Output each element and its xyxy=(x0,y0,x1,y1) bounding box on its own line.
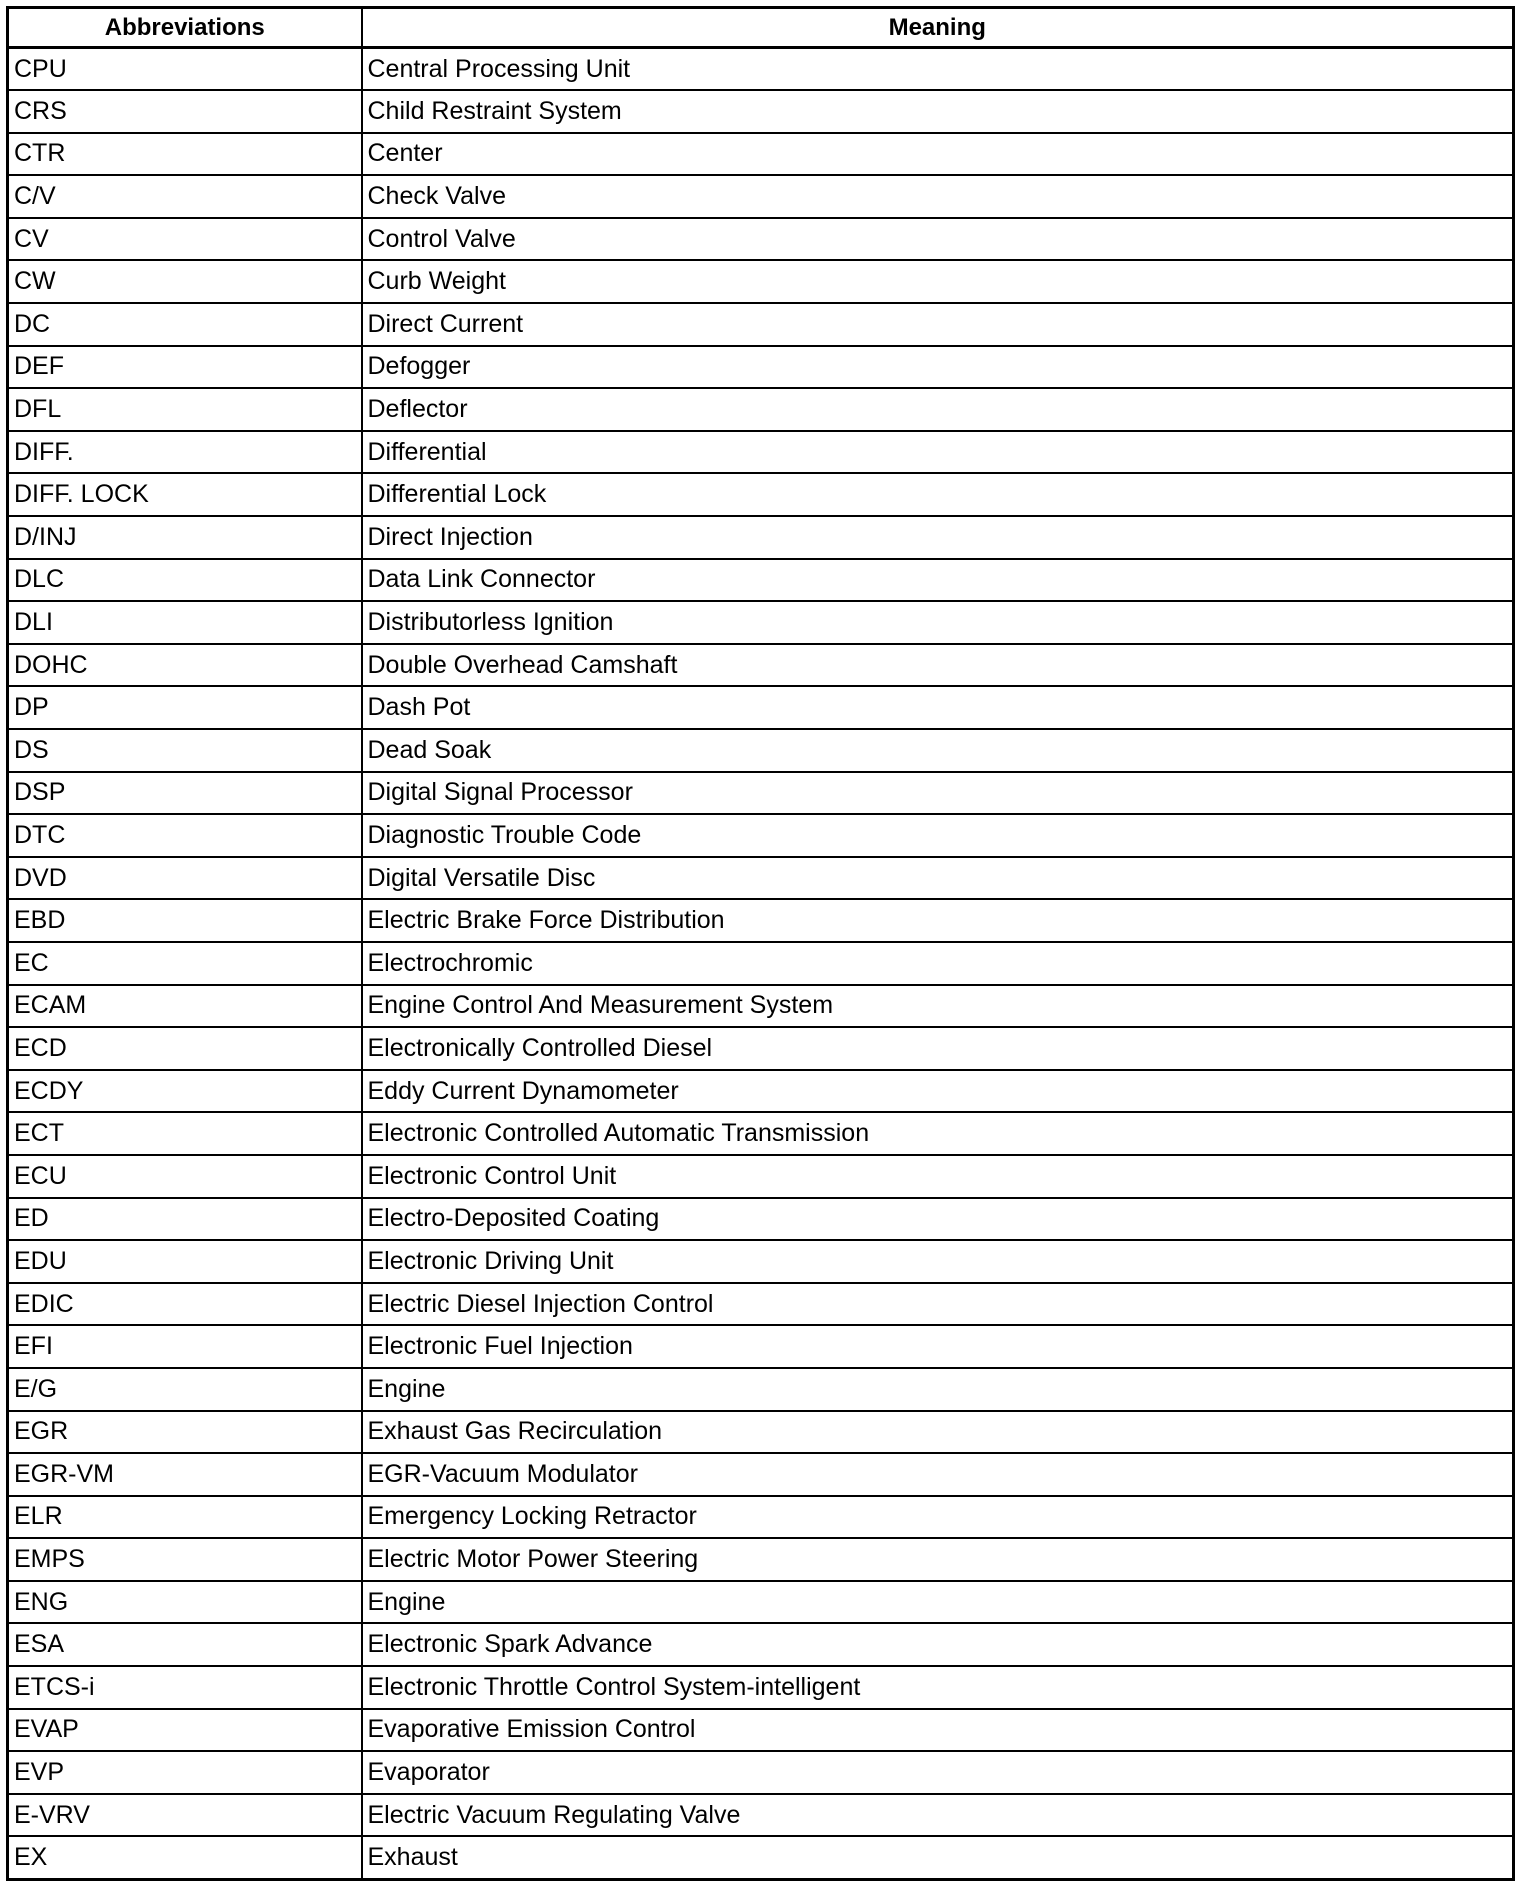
abbreviation-cell: ENG xyxy=(8,1581,362,1624)
table-row xyxy=(8,1368,1514,1411)
abbreviation-cell: CPU xyxy=(8,48,362,91)
abbreviation-cell: ECT xyxy=(8,1112,362,1155)
table-row xyxy=(8,1581,1514,1624)
abbreviation-cell: CTR xyxy=(8,133,362,176)
abbreviation-cell: ECD xyxy=(8,1027,362,1070)
table-row xyxy=(8,175,1514,218)
meaning-cell: Emergency Locking Retractor xyxy=(362,1496,1514,1539)
meaning-cell: Electric Diesel Injection Control xyxy=(362,1283,1514,1326)
table-row xyxy=(8,48,1514,91)
meaning-cell: Child Restraint System xyxy=(362,90,1514,133)
abbreviation-cell: ELR xyxy=(8,1496,362,1539)
column-header-abbreviations: Abbreviations xyxy=(8,8,362,48)
abbreviation-cell: C/V xyxy=(8,175,362,218)
meaning-cell: Center xyxy=(362,133,1514,176)
meaning-cell: Digital Versatile Disc xyxy=(362,857,1514,900)
table-row xyxy=(8,516,1514,559)
meaning-cell: Direct Current xyxy=(362,303,1514,346)
table-row xyxy=(8,90,1514,133)
meaning-cell: Electro-Deposited Coating xyxy=(362,1198,1514,1241)
abbreviation-cell: DOHC xyxy=(8,644,362,687)
meaning-cell: Exhaust xyxy=(362,1836,1514,1879)
table-row xyxy=(8,1709,1514,1752)
abbreviation-cell: CW xyxy=(8,260,362,303)
meaning-cell: Evaporative Emission Control xyxy=(362,1709,1514,1752)
table-row xyxy=(8,729,1514,772)
table-body xyxy=(8,48,1514,1880)
abbreviation-cell: DLC xyxy=(8,559,362,602)
table-row xyxy=(8,303,1514,346)
abbreviation-cell: ECDY xyxy=(8,1070,362,1113)
table-row xyxy=(8,218,1514,261)
table-row xyxy=(8,260,1514,303)
table-row xyxy=(8,1751,1514,1794)
meaning-cell: Digital Signal Processor xyxy=(362,772,1514,815)
abbreviation-cell: EGR-VM xyxy=(8,1453,362,1496)
abbreviation-cell: EGR xyxy=(8,1411,362,1454)
abbreviation-cell: DEF xyxy=(8,346,362,389)
meaning-cell: Engine xyxy=(362,1581,1514,1624)
abbreviation-cell: DC xyxy=(8,303,362,346)
abbreviations-table-container xyxy=(6,6,1512,1881)
meaning-cell: Electronic Fuel Injection xyxy=(362,1325,1514,1368)
meaning-cell: EGR-Vacuum Modulator xyxy=(362,1453,1514,1496)
meaning-cell: Control Valve xyxy=(362,218,1514,261)
abbreviation-cell: DP xyxy=(8,686,362,729)
meaning-cell: Dash Pot xyxy=(362,686,1514,729)
table-row xyxy=(8,942,1514,985)
table-row xyxy=(8,1453,1514,1496)
table-row xyxy=(8,133,1514,176)
abbreviation-cell: EVAP xyxy=(8,1709,362,1752)
meaning-cell: Distributorless Ignition xyxy=(362,601,1514,644)
abbreviation-cell: DIFF. LOCK xyxy=(8,473,362,516)
abbreviation-cell: D/INJ xyxy=(8,516,362,559)
table-row xyxy=(8,1836,1514,1879)
meaning-cell: Double Overhead Camshaft xyxy=(362,644,1514,687)
abbreviation-cell: DSP xyxy=(8,772,362,815)
table-row xyxy=(8,431,1514,474)
table-row xyxy=(8,1155,1514,1198)
table-row xyxy=(8,985,1514,1028)
meaning-cell: Electronic Driving Unit xyxy=(362,1240,1514,1283)
meaning-cell: Engine Control And Measurement System xyxy=(362,985,1514,1028)
meaning-cell: Electric Vacuum Regulating Valve xyxy=(362,1794,1514,1837)
table-row xyxy=(8,857,1514,900)
abbreviation-cell: DTC xyxy=(8,814,362,857)
table-row xyxy=(8,559,1514,602)
abbreviation-cell: EMPS xyxy=(8,1538,362,1581)
table-row xyxy=(8,1240,1514,1283)
meaning-cell: Electronic Controlled Automatic Transmission xyxy=(362,1112,1514,1155)
meaning-cell: Dead Soak xyxy=(362,729,1514,772)
meaning-cell: Engine xyxy=(362,1368,1514,1411)
table-row xyxy=(8,1070,1514,1113)
meaning-cell: Electronic Throttle Control System-intelligent xyxy=(362,1666,1514,1709)
meaning-cell: Electrochromic xyxy=(362,942,1514,985)
table-row xyxy=(8,1794,1514,1837)
abbreviation-cell: CRS xyxy=(8,90,362,133)
table-row xyxy=(8,388,1514,431)
meaning-cell: Direct Injection xyxy=(362,516,1514,559)
meaning-cell: Electronic Control Unit xyxy=(362,1155,1514,1198)
meaning-cell: Defogger xyxy=(362,346,1514,389)
abbreviation-cell: CV xyxy=(8,218,362,261)
meaning-cell: Differential xyxy=(362,431,1514,474)
meaning-cell: Exhaust Gas Recirculation xyxy=(362,1411,1514,1454)
meaning-cell: Electronically Controlled Diesel xyxy=(362,1027,1514,1070)
abbreviation-cell: EC xyxy=(8,942,362,985)
meaning-cell: Electronic Spark Advance xyxy=(362,1623,1514,1666)
meaning-cell: Eddy Current Dynamometer xyxy=(362,1070,1514,1113)
meaning-cell: Evaporator xyxy=(362,1751,1514,1794)
table-row xyxy=(8,644,1514,687)
meaning-cell: Electric Motor Power Steering xyxy=(362,1538,1514,1581)
table-row xyxy=(8,1198,1514,1241)
meaning-cell: Diagnostic Trouble Code xyxy=(362,814,1514,857)
table-row xyxy=(8,1411,1514,1454)
table-row xyxy=(8,1283,1514,1326)
abbreviation-cell: EVP xyxy=(8,1751,362,1794)
abbreviation-cell: DVD xyxy=(8,857,362,900)
column-header-meaning: Meaning xyxy=(362,8,1514,48)
table-row xyxy=(8,772,1514,815)
table-row xyxy=(8,686,1514,729)
table-row xyxy=(8,601,1514,644)
table-row xyxy=(8,899,1514,942)
table-row xyxy=(8,1538,1514,1581)
table-row xyxy=(8,473,1514,516)
abbreviation-cell: EDIC xyxy=(8,1283,362,1326)
abbreviation-cell: EDU xyxy=(8,1240,362,1283)
abbreviation-cell: E-VRV xyxy=(8,1794,362,1837)
abbreviation-cell: ECAM xyxy=(8,985,362,1028)
table-row xyxy=(8,1496,1514,1539)
meaning-cell: Central Processing Unit xyxy=(362,48,1514,91)
table-row xyxy=(8,1623,1514,1666)
meaning-cell: Check Valve xyxy=(362,175,1514,218)
abbreviation-cell: DS xyxy=(8,729,362,772)
meaning-cell: Differential Lock xyxy=(362,473,1514,516)
abbreviation-cell: ECU xyxy=(8,1155,362,1198)
abbreviation-cell: DFL xyxy=(8,388,362,431)
table-row xyxy=(8,1666,1514,1709)
abbreviation-cell: EX xyxy=(8,1836,362,1879)
abbreviation-cell: DLI xyxy=(8,601,362,644)
meaning-cell: Data Link Connector xyxy=(362,559,1514,602)
table-row xyxy=(8,1027,1514,1070)
abbreviation-cell: EBD xyxy=(8,899,362,942)
abbreviation-cell: ED xyxy=(8,1198,362,1241)
table-header-row xyxy=(8,8,1514,48)
meaning-cell: Deflector xyxy=(362,388,1514,431)
table-row xyxy=(8,1325,1514,1368)
abbreviation-cell: E/G xyxy=(8,1368,362,1411)
table-row xyxy=(8,346,1514,389)
abbreviation-cell: DIFF. xyxy=(8,431,362,474)
table-row xyxy=(8,814,1514,857)
meaning-cell: Electric Brake Force Distribution xyxy=(362,899,1514,942)
abbreviations-table xyxy=(6,6,1515,1881)
abbreviation-cell: ESA xyxy=(8,1623,362,1666)
meaning-cell: Curb Weight xyxy=(362,260,1514,303)
abbreviation-cell: EFI xyxy=(8,1325,362,1368)
table-row xyxy=(8,1112,1514,1155)
abbreviation-cell: ETCS-i xyxy=(8,1666,362,1709)
